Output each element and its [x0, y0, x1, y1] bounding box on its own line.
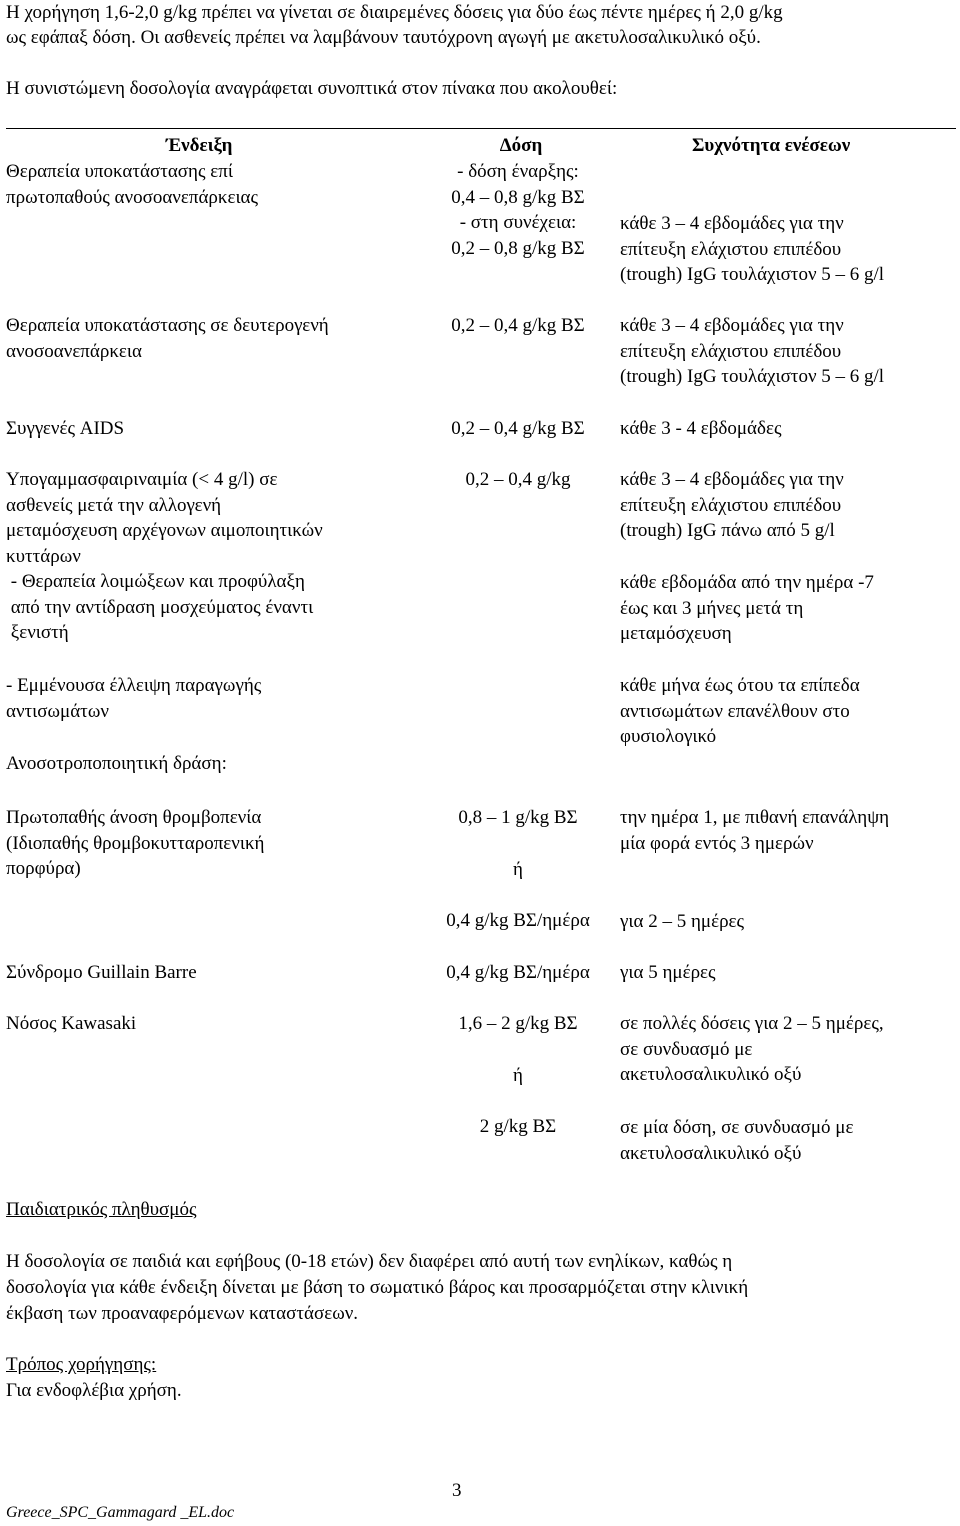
header-frequency: Συχνότητα ενέσεων [692, 135, 851, 156]
row-8-frequency: για 5 ημέρες [620, 962, 716, 983]
pediatric-line-3: έκβαση των προαναφερόμενων καταστάσεων. [6, 1303, 359, 1324]
header-indication: Ένδειξη [166, 135, 233, 156]
footer-filename: Greece_SPC_Gammagard _EL.doc [6, 1504, 235, 1521]
page-number: 3 [452, 1480, 462, 1501]
row-5-frequency: κάθε μήνα έως ότου τα επίπεδα αντισωμάτων επανέλθουν στο φυσιολογικό [620, 675, 860, 747]
row-1-dose: - δόση έναρξης: 0,4 – 0,8 g/kg ΒΣ - στη συνέχεια: 0,2 – 0,8 g/kg ΒΣ [451, 161, 585, 259]
intro-line-1: Η χορήγηση 1,6-2,0 g/kg πρέπει να γίνεται σε διαιρεμένες δόσεις για δύο έως πέντε ημέρες ή 2,0 g/kg [6, 2, 783, 23]
row-1-indication: Θεραπεία υποκατάστασης επί πρωτοπαθούς ανοσοανεπάρκειας [6, 161, 259, 208]
row-5-indication: - Εμμένουσα έλλειψη παραγωγής αντισωμάτων [6, 675, 262, 722]
row-2-dose: 0,2 – 0,4 g/kg ΒΣ [451, 315, 585, 336]
intro-line-2: ως εφάπαξ δόση. Οι ασθενείς πρέπει να λαμβάνουν ταυτόχρονη αγωγή με ακετυλοσαλικυλικό οξύ. [6, 27, 761, 48]
row-4-indication: Υπογαμμασφαιριναιμία (< 4 g/l) σε ασθενείς μετά την αλλογενή μεταμόσχευση αρχέγονων αιμοποιητικών κυττάρων - Θεραπεία λοιμώξεων και προφύλαξη από την αντίδραση μοσχεύματος έναντι ξενιστή [6, 469, 323, 643]
row-9-indication: Νόσος Kawasaki [6, 1013, 137, 1034]
administration-text: Για ενδοφλέβια χρήση. [6, 1380, 182, 1401]
pediatric-line-1: Η δοσολογία σε παιδιά και εφήβους (0-18 ετών) δεν διαφέρει από αυτή των ενηλίκων, καθώς η [6, 1251, 733, 1272]
row-8-indication: Σύνδρομο Guillain Barre [6, 962, 197, 983]
row-9-frequency: σε πολλές δόσεις για 2 – 5 ημέρες, σε συνδυασμό με ακετυλοσαλικυλικό οξύ [620, 1013, 884, 1085]
row-2-frequency: κάθε 3 – 4 εβδομάδες για την επίτευξη ελάχιστου επιπέδου (trough) IgG τουλάχιστον 5 – 6 g/l [620, 315, 885, 387]
pediatric-heading: Παιδιατρικός πληθυσμός [6, 1199, 197, 1220]
row-4-frequency-2: κάθε εβδομάδα από την ημέρα -7 έως και 3 μήνες μετά τη μεταμόσχευση [620, 572, 874, 644]
intro-line-3: Η συνιστώμενη δοσολογία αναγράφεται συνοπτικά στον πίνακα που ακολουθεί: [6, 78, 618, 99]
row-7-dose: 0,8 – 1 g/kg ΒΣ ή 0,4 g/kg ΒΣ/ημέρα [446, 807, 590, 931]
row-4-frequency: κάθε 3 – 4 εβδομάδες για την επίτευξη ελάχιστου επιπέδου (trough) IgG πάνω από 5 g/l [620, 469, 844, 541]
header-dose: Δόση [499, 135, 543, 156]
row-7-frequency-2: για 2 – 5 ημέρες [620, 911, 745, 932]
row-9-dose: 1,6 – 2 g/kg ΒΣ ή 2 g/kg ΒΣ [458, 1013, 578, 1137]
row-3-frequency: κάθε 3 - 4 εβδομάδες [620, 418, 782, 439]
row-8-dose: 0,4 g/kg ΒΣ/ημέρα [446, 962, 590, 983]
row-7-frequency: την ημέρα 1, με πιθανή επανάληψη μία φορά εντός 3 ημερών [620, 807, 890, 854]
row-1-frequency: κάθε 3 – 4 εβδομάδες για την επίτευξη ελάχιστου επιπέδου (trough) IgG τουλάχιστον 5 – 6 g/l [620, 213, 885, 285]
row-7-indication: Πρωτοπαθής άνοση θρομβοπενία (Ιδιοπαθής θρομβοκυτταροπενική πορφύρα) [6, 807, 265, 879]
pediatric-line-2: δοσολογία για κάθε ένδειξη δίνεται με βάση το σωματικό βάρος και προσαρμόζεται στην κλινική [6, 1277, 749, 1298]
row-2-indication: Θεραπεία υποκατάστασης σε δευτερογενή ανοσοανεπάρκεια [6, 315, 329, 362]
row-3-indication: Συγγενές AIDS [6, 418, 125, 439]
row-4-dose: 0,2 – 0,4 g/kg [465, 469, 571, 490]
row-3-dose: 0,2 – 0,4 g/kg ΒΣ [451, 418, 585, 439]
row-9-frequency-2: σε μία δόση, σε συνδυασμό με ακετυλοσαλικυλικό οξύ [620, 1117, 854, 1164]
administration-heading: Τρόπος χορήγησης: [6, 1354, 157, 1375]
row-6-indication: Ανοσοτροποποιητική δράση: [6, 753, 227, 774]
dosage-table [6, 128, 956, 1171]
